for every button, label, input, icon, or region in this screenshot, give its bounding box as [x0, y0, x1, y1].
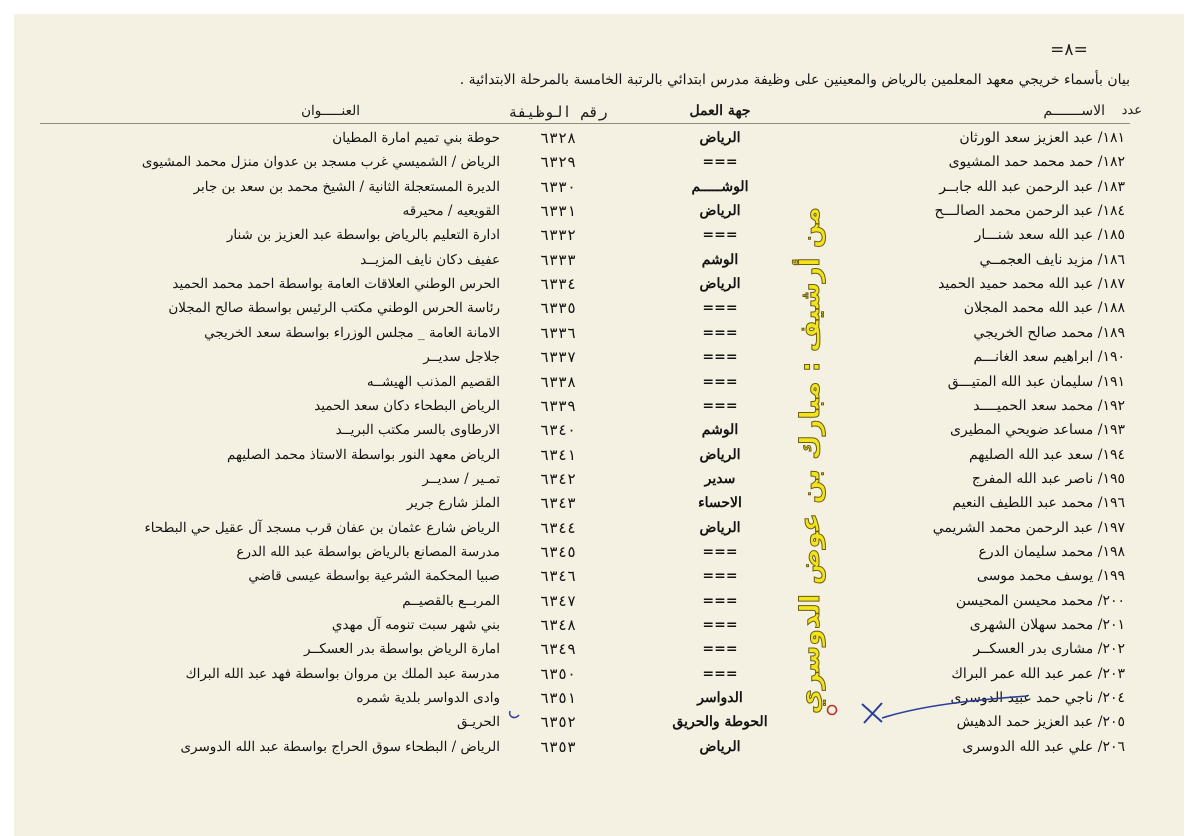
table-row: [0, 467, 1200, 491]
table-row: [0, 418, 1200, 442]
workplace: الاحساء: [698, 495, 742, 512]
table-row: [0, 589, 1200, 613]
archive-watermark-text: من أرشيف : مبارك بن عوض الدوسري: [794, 206, 826, 714]
workplace: سدير: [704, 470, 736, 487]
teacher-name: ١٩٦/ محمد عبد اللطيف النعيم: [952, 495, 1125, 512]
address: جلاجل سديــر: [423, 349, 500, 366]
job-number: ٦٣٤٤: [539, 518, 577, 537]
workplace: الدواسر: [697, 690, 743, 707]
job-number: ٦٣٣٩: [539, 396, 577, 415]
table-row: [0, 637, 1200, 661]
teacher-name: ٢٠٠/ محمد محيسن المحيسن: [955, 592, 1125, 609]
address: ادارة التعليم بالرياض بواسطة عبد العزيز بن شنار: [226, 227, 500, 244]
teacher-name: ١٩٠/ ابراهيم سعد الغانـــم: [973, 349, 1125, 366]
table-row: [0, 272, 1200, 296]
address: بني شهر سبت تنومه آل مهدي: [331, 617, 500, 633]
header-rule: [40, 123, 1130, 124]
job-number: ٦٣٤٢: [539, 469, 577, 488]
table-row: [0, 613, 1200, 637]
header-workplace: جهة العمل: [689, 103, 751, 119]
teacher-name: ٢٠٥/ عبد العزيز حمد الدهيش: [956, 714, 1125, 731]
workplace: ===: [702, 641, 738, 658]
address: الرياض شارع عثمان بن عفان قرب مسجد آل عقيل حي البطحاء: [144, 519, 500, 536]
workplace: الرياض: [699, 446, 741, 463]
teacher-name: ١٩١/ سليمان عبد الله المتيـــق: [947, 373, 1125, 390]
table-row: [0, 175, 1200, 199]
workplace: ===: [702, 154, 738, 171]
job-number: ٦٣٤٩: [539, 640, 577, 659]
table-row: [0, 735, 1200, 759]
teacher-name: ١٨٦/ مزيد نايف العجمــي: [979, 251, 1125, 268]
table-row: [0, 443, 1200, 467]
table-row: [0, 662, 1200, 686]
job-number: ٦٣٢٩: [539, 153, 577, 172]
address: القصيم المذنب الهيشــه: [366, 373, 500, 390]
address: الحرس الوطني العلاقات العامة بواسطة احمد محمد الحميد: [172, 276, 500, 293]
address: الحريـق: [457, 714, 500, 731]
table-row: [0, 540, 1200, 564]
workplace: ===: [702, 617, 738, 633]
job-number: ٦٣٤٨: [539, 616, 577, 634]
address: مدرسة عبد الملك بن مروان بواسطة فهد عبد الله البراك: [185, 665, 500, 682]
teacher-name: ١٨٣/ عبد الرحمن عبد الله جابــر: [939, 178, 1125, 195]
table-row: [0, 223, 1200, 247]
job-number: ٦٣٣٧: [539, 348, 577, 367]
workplace: ===: [702, 543, 738, 560]
address: تمـير / سديــر: [422, 470, 500, 487]
workplace: الرياض: [699, 276, 741, 293]
job-number: ٦٣٥٢: [539, 713, 577, 732]
table-row: [0, 345, 1200, 369]
job-number: ٦٣٣٦: [539, 323, 577, 342]
workplace: ===: [702, 592, 738, 609]
job-number: ٦٣٤٣: [539, 494, 577, 513]
workplace: ===: [702, 568, 738, 585]
job-number: ٦٣٥١: [539, 689, 577, 708]
workplace: الوشم: [701, 422, 739, 439]
workplace: الرياض: [699, 738, 741, 755]
red-pen-circle-mark: [825, 703, 839, 717]
address: المربــع بالقصيــم: [402, 592, 500, 609]
workplace: ===: [702, 227, 738, 244]
job-number: ٦٣٣٨: [539, 372, 577, 391]
job-number: ٦٣٣١: [539, 202, 577, 221]
workplace: ===: [702, 300, 738, 317]
job-number: ٦٣٤٥: [539, 542, 577, 561]
address: عفيف دكان نايف المزيــد: [360, 251, 500, 268]
address: الرياض معهد النور بواسطة الاستاذ محمد الصليهم: [227, 446, 500, 463]
teacher-name: ٢٠٤/ ناجي حمد عبيد الدوسرى: [950, 690, 1125, 707]
workplace: ===: [702, 397, 738, 414]
workplace: الحوطة والحريق: [672, 714, 768, 731]
job-number: ٦٣٤٧: [539, 591, 577, 610]
workplace: ===: [702, 324, 738, 341]
teacher-name: ١٩٥/ ناصر عبد الله المفرج: [971, 470, 1125, 487]
job-number: ٦٣٥٣: [539, 737, 577, 756]
workplace: ===: [702, 349, 738, 366]
teacher-name: ٢٠٢/ مشارى بدر العسكــر: [973, 641, 1125, 658]
job-number: ٦٣٣٣: [539, 250, 577, 269]
teacher-name: ٢٠٦/ علي عبد الله الدوسرى: [962, 738, 1125, 755]
address: الملز شارع جرير: [406, 495, 500, 512]
table-row: [0, 296, 1200, 320]
address: صبيا المحكمة الشرعية بواسطة عيسى قاضي: [248, 568, 500, 585]
address: مدرسة المصانع بالرياض بواسطة عبد الله الدرع: [236, 543, 500, 560]
table-row: [0, 199, 1200, 223]
job-number: ٦٣٤٠: [539, 421, 577, 440]
job-number: ٦٣٣٢: [539, 226, 577, 245]
workplace: ===: [702, 373, 738, 390]
workplace: الوشـــــم: [691, 178, 749, 195]
address: الديرة المستعجلة الثانية / الشيخ محمد بن سعد بن جابر: [193, 178, 500, 195]
address: القويعيه / محيرقه: [402, 203, 500, 220]
table-row: [0, 516, 1200, 540]
teacher-name: ١٨٧/ عبد الله محمد حميد الحميد: [938, 276, 1125, 293]
job-number: ٦٣٣٤: [539, 275, 577, 294]
teacher-name: ١٨٥/ عبد الله سعد شنـــار: [974, 227, 1125, 244]
teacher-name: ٢٠٣/ عمر عبد الله عمر البراك: [951, 665, 1125, 682]
workplace: الوشم: [701, 251, 739, 268]
address: الرياض البطحاء دكان سعد الحميد: [314, 397, 500, 414]
teacher-name: ١٩٤/ سعد عبد الله الصليهم: [968, 446, 1125, 463]
header-number: عدد: [1121, 103, 1142, 118]
teacher-name: ١٩٢/ محمد سعد الحميــــد: [973, 397, 1125, 414]
page-number: =٨=: [1050, 40, 1088, 60]
table-row: [0, 321, 1200, 345]
header-address: العنـــــوان: [301, 103, 360, 119]
workplace: الرياض: [699, 203, 741, 220]
table-row: [0, 150, 1200, 174]
teacher-name: ١٨٢/ حمد محمد حمد المشيوى: [948, 154, 1125, 171]
header-job-number: رقم الوظيفة: [508, 103, 608, 121]
header-name: الاســـــــم: [1043, 103, 1105, 119]
table-row: [0, 394, 1200, 418]
teacher-name: ١٨١/ عبد العزيز سعد الورثان: [959, 130, 1125, 146]
table-row: [0, 491, 1200, 515]
job-number: ٦٣٣٠: [539, 177, 577, 196]
teacher-name: ٢٠١/ محمد سهلان الشهرى: [969, 617, 1125, 633]
pen-cross-mark: [858, 700, 888, 726]
table-row: [0, 248, 1200, 272]
address: الرياض / البطحاء سوق الحراج بواسطة عبد الله الدوسرى: [180, 738, 500, 755]
job-number: ٦٣٥٠: [539, 664, 577, 683]
job-number: ٦٣٢٨: [539, 129, 577, 147]
table-row: [0, 370, 1200, 394]
workplace: الرياض: [699, 130, 741, 146]
address: امارة الرياض بواسطة بدر العسكــر: [303, 641, 500, 658]
teacher-name: ١٨٩/ محمد صالح الخريجي: [973, 324, 1125, 341]
teacher-name: ١٩٣/ مساعد ضويحي المطيرى: [950, 422, 1125, 439]
job-number: ٦٣٤١: [539, 445, 577, 464]
address: الامانة العامة _ مجلس الوزراء بواسطة سعد الخريجي: [204, 324, 500, 341]
address: الرياض / الشميسي غرب مسجد بن عدوان منزل محمد المشيوى: [141, 154, 500, 171]
job-number: ٦٣٤٦: [539, 567, 577, 586]
pen-underline-mark: [880, 692, 1030, 722]
table-row: [0, 126, 1200, 150]
address: رئاسة الحرس الوطني مكتب الرئيس بواسطة صالح المجلان: [168, 300, 500, 317]
teacher-name: ١٩٩/ يوسف محمد موسى: [976, 568, 1125, 585]
workplace: ===: [702, 665, 738, 682]
pen-tick-mark: [507, 705, 525, 723]
job-number: ٦٣٣٥: [539, 299, 577, 318]
address: الارطاوى بالسر مكتب البريــد: [335, 422, 500, 439]
table-row: [0, 564, 1200, 588]
address: وادى الدواسر بلدية شمره: [356, 690, 500, 707]
address: حوطة بني تميم امارة المطيان: [332, 130, 500, 146]
teacher-name: ١٩٨/ محمد سليمان الدرع: [978, 543, 1125, 560]
workplace: الرياض: [699, 519, 741, 536]
archive-watermark: [780, 206, 840, 714]
teacher-name: ١٨٤/ عبد الرحمن محمد الصالـــح: [934, 203, 1125, 220]
teacher-name: ١٩٧/ عبد الرحمن محمد الشريمي: [932, 519, 1125, 536]
teacher-name: ١٨٨/ عبد الله محمد المجلان: [963, 300, 1125, 317]
document-caption: بيان بأسماء خريجي معهد المعلمين بالرياض والمعينين على وظيفة مدرس ابتدائي بالرتبة الخامسة بالمرحلة الابتدائية .: [459, 72, 1130, 88]
